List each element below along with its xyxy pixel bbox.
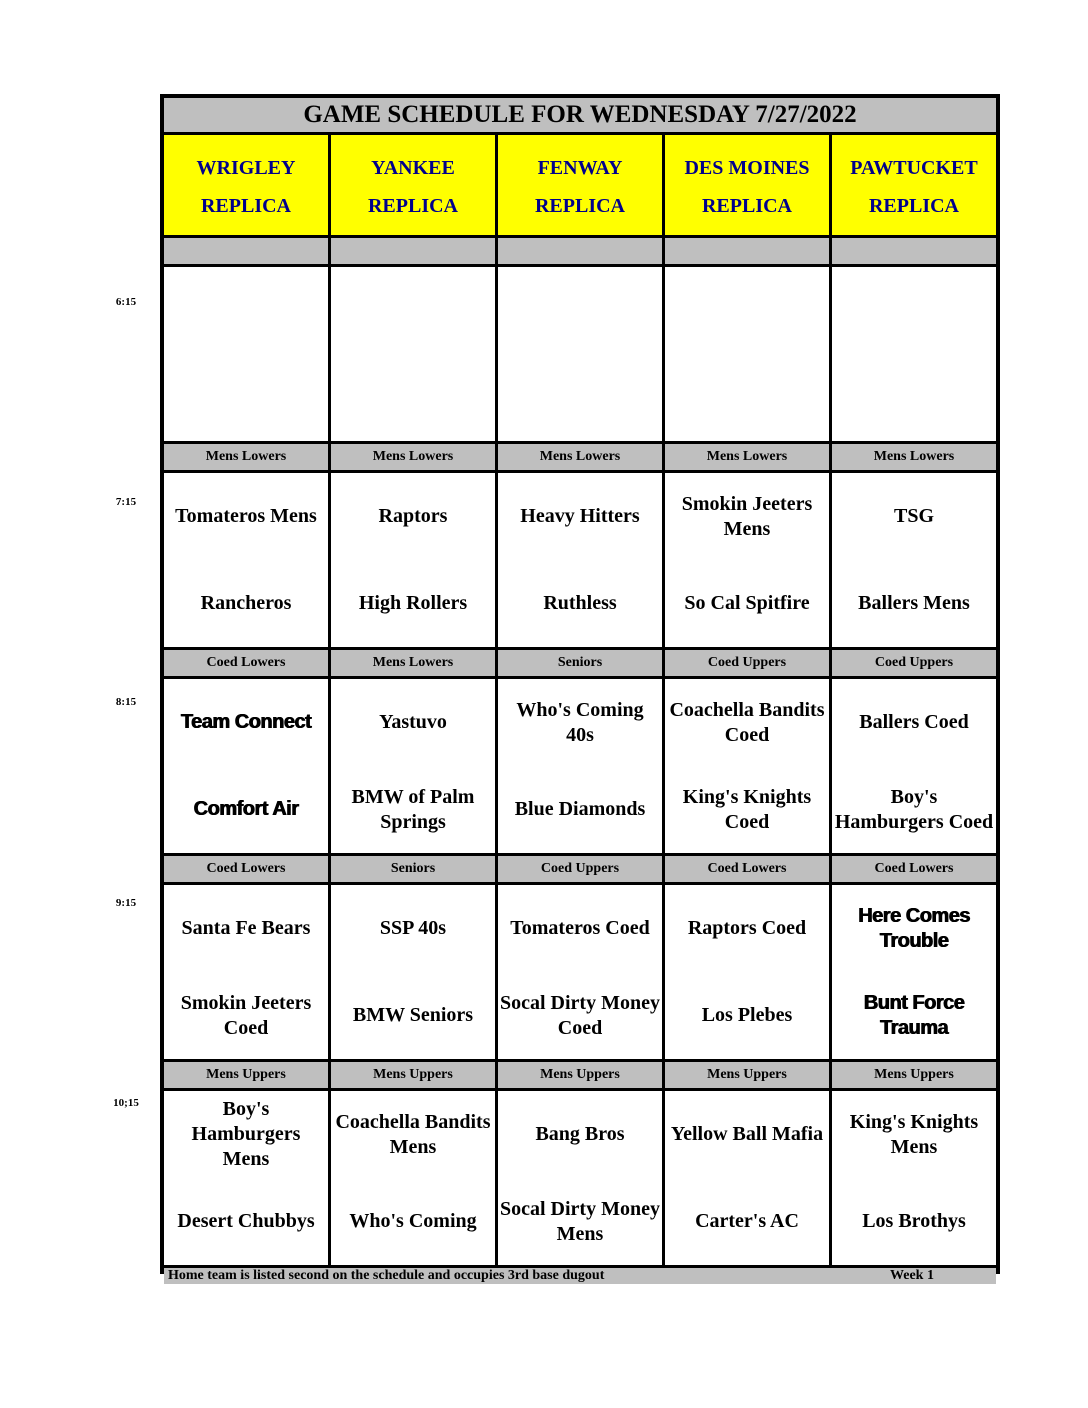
game-cell bbox=[832, 267, 996, 441]
away-team: Who's Coming 40s bbox=[516, 698, 644, 746]
home-team: Los Brothys bbox=[862, 1210, 966, 1232]
game-cell bbox=[331, 267, 495, 441]
division-label: Mens Lowers bbox=[832, 444, 996, 470]
division-label: Mens Uppers bbox=[331, 1062, 495, 1088]
game-cell bbox=[164, 885, 328, 1059]
home-team: Ruthless bbox=[543, 592, 617, 614]
field-header-pawtucket bbox=[832, 135, 996, 235]
time-label-9-15: 9:15 bbox=[115, 897, 137, 909]
away-team bbox=[164, 267, 328, 354]
division-label: Seniors bbox=[498, 650, 662, 676]
away-team: Here Comes Trouble bbox=[858, 904, 970, 952]
away-team bbox=[331, 267, 495, 354]
division-label bbox=[498, 238, 662, 264]
away-team: SSP 40s bbox=[379, 917, 447, 939]
game-cell bbox=[665, 1091, 829, 1265]
field-name: YANKEE bbox=[371, 157, 455, 179]
game-cell bbox=[331, 885, 495, 1059]
game-cell bbox=[498, 679, 662, 853]
game-cell bbox=[498, 1091, 662, 1265]
home-team: Rancheros bbox=[200, 592, 292, 614]
home-team: BMW Seniors bbox=[352, 1004, 474, 1026]
home-team: Socal Dirty Money Coed bbox=[500, 991, 660, 1039]
field-name: FENWAY bbox=[537, 157, 623, 179]
away-team: Yellow Ball Mafia bbox=[670, 1123, 824, 1145]
home-team bbox=[665, 354, 829, 441]
field-sub: REPLICA bbox=[367, 195, 458, 217]
away-team: Heavy Hitters bbox=[520, 505, 640, 527]
division-label: Mens Uppers bbox=[665, 1062, 829, 1088]
time-label-7-15: 7:15 bbox=[115, 496, 137, 508]
away-team: Smokin Jeeters Mens bbox=[681, 492, 813, 540]
away-team: Coachella Bandits Mens bbox=[335, 1110, 491, 1158]
game-cell bbox=[498, 473, 662, 647]
home-team: Smokin Jeeters Coed bbox=[180, 991, 312, 1039]
division-label: Coed Uppers bbox=[832, 650, 996, 676]
home-team: Bunt Force Trauma bbox=[863, 991, 965, 1039]
division-label: Coed Lowers bbox=[164, 650, 328, 676]
field-sub: REPLICA bbox=[701, 195, 792, 217]
away-team: Coachella Bandits Coed bbox=[669, 698, 825, 746]
division-label bbox=[665, 238, 829, 264]
field-header-yankee bbox=[331, 135, 495, 235]
game-cell bbox=[832, 679, 996, 853]
field-name: PAWTUCKET bbox=[850, 157, 978, 179]
game-cell bbox=[498, 267, 662, 441]
away-team: Raptors bbox=[378, 505, 448, 527]
away-team bbox=[665, 267, 829, 354]
game-cell bbox=[665, 679, 829, 853]
home-team: Los Plebes bbox=[701, 1004, 793, 1026]
away-team: TSG bbox=[893, 505, 935, 527]
game-cell bbox=[665, 473, 829, 647]
field-name: WRIGLEY bbox=[196, 157, 296, 179]
away-team: Team Connect bbox=[180, 711, 312, 733]
game-cell bbox=[665, 267, 829, 441]
away-team: Raptors Coed bbox=[687, 917, 807, 939]
field-sub: REPLICA bbox=[200, 195, 291, 217]
field-header-des-moines bbox=[665, 135, 829, 235]
field-header-wrigley bbox=[164, 135, 328, 235]
game-cell bbox=[498, 885, 662, 1059]
division-label: Mens Uppers bbox=[164, 1062, 328, 1088]
game-cell bbox=[331, 473, 495, 647]
away-team: Boy's Hamburgers Mens bbox=[191, 1098, 301, 1170]
week-label: Week 1 bbox=[890, 1268, 934, 1283]
home-team-note: Home team is listed second on the schedule and occupies 3rd base dugout bbox=[168, 1268, 605, 1283]
division-label: Mens Lowers bbox=[498, 444, 662, 470]
home-team: Boy's Hamburgers Coed bbox=[834, 785, 994, 833]
home-team bbox=[832, 354, 996, 441]
game-cell bbox=[164, 473, 328, 647]
schedule-title: GAME SCHEDULE FOR WEDNESDAY 7/27/2022 bbox=[164, 98, 996, 132]
field-sub: REPLICA bbox=[534, 195, 625, 217]
home-team: Blue Diamonds bbox=[514, 798, 646, 820]
game-cell bbox=[832, 885, 996, 1059]
time-label-10-15: 10;15 bbox=[113, 1097, 139, 1109]
away-team: Tomateros Coed bbox=[510, 917, 650, 939]
division-label: Coed Lowers bbox=[665, 856, 829, 882]
time-label-6-15: 6:15 bbox=[115, 296, 137, 308]
game-cell bbox=[164, 267, 328, 441]
division-label: Mens Lowers bbox=[331, 444, 495, 470]
division-label: Coed Lowers bbox=[164, 856, 328, 882]
game-cell bbox=[665, 885, 829, 1059]
division-label: Mens Lowers bbox=[665, 444, 829, 470]
division-label: Mens Uppers bbox=[832, 1062, 996, 1088]
division-label: Mens Lowers bbox=[164, 444, 328, 470]
home-team: BMW of Palm Springs bbox=[351, 785, 475, 833]
division-label: Seniors bbox=[331, 856, 495, 882]
away-team: Ballers Coed bbox=[859, 711, 969, 733]
field-sub: REPLICA bbox=[868, 195, 959, 217]
field-header-fenway bbox=[498, 135, 662, 235]
division-label bbox=[331, 238, 495, 264]
home-team bbox=[498, 354, 662, 441]
home-team: So Cal Spitfire bbox=[684, 592, 810, 614]
home-team: Ballers Mens bbox=[858, 592, 970, 614]
home-team bbox=[331, 354, 495, 441]
home-team: Who's Coming bbox=[349, 1210, 477, 1232]
division-label bbox=[832, 238, 996, 264]
division-label: Coed Lowers bbox=[832, 856, 996, 882]
game-cell bbox=[164, 679, 328, 853]
home-team bbox=[164, 354, 328, 441]
home-team: Desert Chubbys bbox=[177, 1210, 315, 1232]
away-team bbox=[498, 267, 662, 354]
home-team: Carter's AC bbox=[695, 1210, 799, 1232]
footer-bar bbox=[164, 1268, 996, 1284]
division-label: Mens Uppers bbox=[498, 1062, 662, 1088]
away-team: Yastuvo bbox=[379, 711, 447, 733]
division-label: Coed Uppers bbox=[665, 650, 829, 676]
away-team: Bang Bros bbox=[535, 1123, 625, 1145]
home-team: Comfort Air bbox=[193, 798, 299, 820]
away-team bbox=[832, 267, 996, 354]
away-team: King's Knights Mens bbox=[849, 1110, 979, 1158]
home-team: King's Knights Coed bbox=[682, 785, 812, 833]
division-label: Coed Uppers bbox=[498, 856, 662, 882]
away-team: Tomateros Mens bbox=[175, 505, 317, 527]
game-cell bbox=[164, 1091, 328, 1265]
game-cell bbox=[832, 1091, 996, 1265]
game-cell bbox=[331, 679, 495, 853]
home-team: High Rollers bbox=[358, 592, 468, 614]
away-team: Santa Fe Bears bbox=[181, 917, 311, 939]
game-cell bbox=[832, 473, 996, 647]
game-cell bbox=[331, 1091, 495, 1265]
division-label: Mens Lowers bbox=[331, 650, 495, 676]
division-label bbox=[164, 238, 328, 264]
home-team: Socal Dirty Money Mens bbox=[500, 1197, 660, 1245]
field-name: DES MOINES bbox=[684, 157, 810, 179]
time-label-8-15: 8:15 bbox=[115, 696, 137, 708]
schedule-table bbox=[160, 94, 1000, 1283]
